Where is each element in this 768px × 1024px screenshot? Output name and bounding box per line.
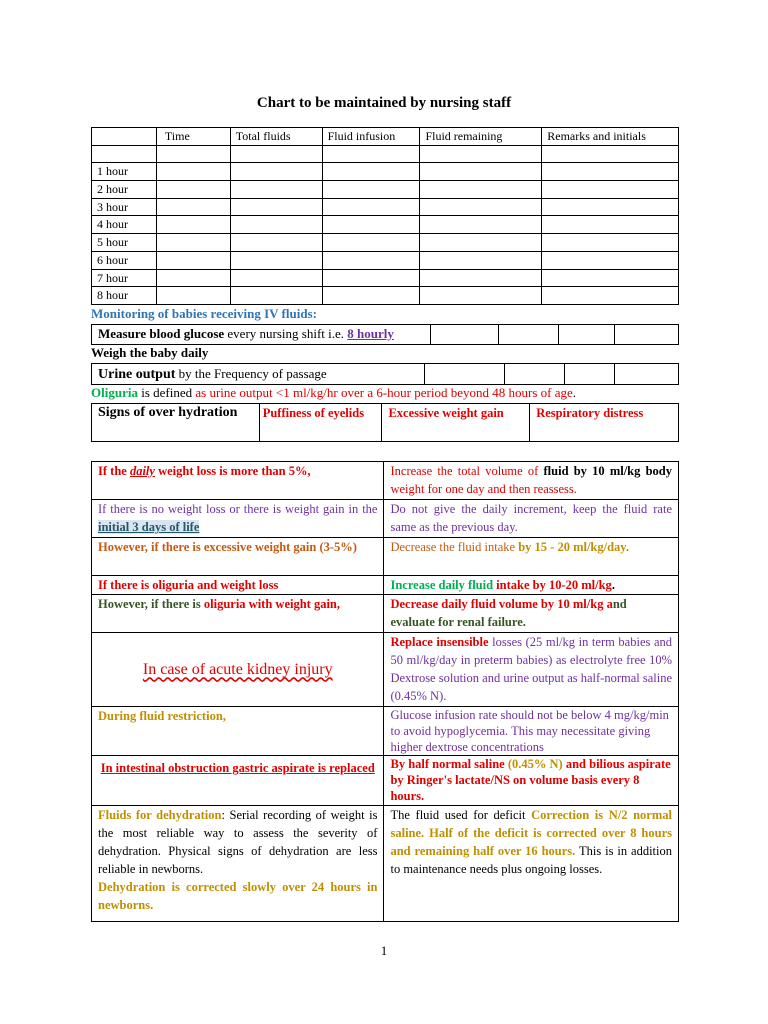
r1-right-c: weight for one day and then reassess. — [390, 482, 577, 496]
chart-row — [92, 234, 679, 252]
chart-header-row — [92, 128, 679, 146]
rule-row — [92, 806, 679, 922]
r1-right-b: fluid by 10 ml/kg body — [543, 464, 672, 478]
chart-row — [92, 216, 679, 234]
r1-left-a: If the — [98, 464, 130, 478]
page-title: Chart to be maintained by nursing staff — [256, 95, 512, 111]
glucose-bold: Measure blood glucose — [98, 326, 225, 341]
rule-condition — [92, 756, 384, 806]
eight-hourly-link: 8 hourly — [347, 326, 394, 341]
r1-left-b: daily — [129, 464, 155, 478]
aki-heading: In case of acute kidney injury — [142, 660, 333, 678]
rule-condition — [92, 806, 384, 922]
rule-row — [92, 633, 679, 707]
r2-left-a: If there is no weight loss or there is weight gain in the — [98, 502, 378, 516]
sign-respiratory: Respiratory distress — [530, 404, 679, 442]
r4-right-b: intake by 10-20 ml/kg — [493, 578, 612, 592]
chart-row-label: 5 hour — [92, 234, 157, 252]
chart-header-cell — [92, 128, 157, 146]
r4-right-a: Increase daily fluid — [390, 578, 494, 592]
sign-puffiness: Puffiness of eyelids — [259, 404, 382, 442]
rule-condition — [92, 500, 384, 538]
rule-condition — [92, 462, 384, 500]
chart-header-cell: Time — [156, 128, 230, 146]
chart-row — [92, 287, 679, 305]
rule-action — [384, 462, 679, 500]
r5-right-a: Decrease daily fluid volume by 10 ml/kg a — [390, 597, 613, 611]
management-table — [91, 461, 679, 922]
r8-left: In intestinal obstruction gastric aspirate is replaced — [100, 761, 375, 775]
r8-right-a: By half normal saline — [390, 757, 508, 771]
weigh-daily: Weigh the baby daily — [91, 345, 209, 360]
chart-row — [92, 163, 679, 181]
r9-right-c: This is in addition to maintenance needs plus ongoing losses. — [390, 844, 672, 876]
r5-left-b: oliguria with weight gain, — [203, 597, 341, 611]
chart-row — [92, 251, 679, 269]
r5-left-a: However, if there is — [98, 597, 204, 611]
rule-row — [92, 595, 679, 633]
rule-row — [92, 538, 679, 576]
glucose-text: every nursing shift i.e. — [224, 326, 348, 341]
r4-right-c: . — [611, 578, 615, 592]
chart-row-label: 3 hour — [92, 198, 157, 216]
chart-header-cell: Remarks and initials — [542, 128, 679, 146]
rule-row — [92, 707, 679, 756]
r9-left-c: Dehydration is corrected slowly over 24 hours in newborns. — [98, 880, 378, 912]
rule-action — [384, 595, 679, 633]
rule-condition: However, if there is excessive weight gain (3-5%) — [92, 538, 384, 576]
rule-action — [384, 633, 679, 707]
chart-row-label: 4 hour — [92, 216, 157, 234]
rule-row — [92, 500, 679, 538]
chart-header-cell: Total fluids — [230, 128, 322, 146]
chart-header-cell: Fluid infusion — [322, 128, 420, 146]
rule-action: Do not give the daily increment, keep the fluid rate same as the previous day. — [384, 500, 679, 538]
signs-label: Signs of over hydration — [92, 404, 260, 442]
r9-left-a: Fluids for dehydration — [98, 808, 222, 822]
rule-condition: If there is oliguria and weight loss — [92, 576, 384, 595]
rule-row — [92, 576, 679, 595]
oliguria-end: . — [572, 385, 576, 400]
chart-header-cell: Fluid remaining — [420, 128, 542, 146]
chart-row-label: 7 hour — [92, 269, 157, 287]
oliguria-is: is defined — [137, 385, 196, 400]
urine-bold: Urine output — [98, 367, 176, 382]
r9-left-b: : Serial recording of weight is the most reliable way to assess the severity of dehydration. Physical signs of dehydration are less reliable in newborns. — [98, 808, 378, 876]
rule-row — [92, 462, 679, 500]
glucose-cell — [92, 325, 431, 345]
urine-table — [91, 363, 679, 385]
rule-row — [92, 756, 679, 806]
r9-right-a: The fluid used for deficit — [390, 808, 532, 822]
rule-condition — [92, 633, 384, 707]
r1-left-c: weight loss is more than 5%, — [154, 464, 311, 478]
r9-right-b: Correction is N/2 normal saline. Half of the deficit is corrected over 8 hours and remaining half over 16 hours. — [390, 808, 672, 858]
urine-cell — [92, 364, 425, 385]
rule-action — [384, 806, 679, 922]
page-number: 1 — [380, 943, 388, 958]
nursing-chart-table — [91, 127, 679, 305]
chart-row-label: 8 hour — [92, 287, 157, 305]
chart-row — [92, 181, 679, 199]
rule-action — [384, 538, 679, 576]
r3-right-b: by 15 - 20 ml/kg/day. — [518, 540, 629, 554]
monitoring-heading: Monitoring of babies receiving IV fluids: — [91, 306, 317, 321]
r8-right-b: (0.45% N) — [507, 757, 563, 771]
chart-row — [92, 269, 679, 287]
r8-right-c: and bilious aspirate by Ringer's lactate/NS on volume basis every 8 hours. — [390, 757, 671, 803]
r2-left-b: initial 3 days of life — [98, 520, 200, 534]
rule-action — [384, 576, 679, 595]
rule-condition: During fluid restriction, — [92, 707, 384, 756]
glucose-table — [91, 324, 679, 345]
rule-action — [384, 756, 679, 806]
sign-weight-gain: Excessive weight gain — [382, 404, 530, 442]
oliguria-definition — [91, 385, 576, 401]
r3-right-a: Decrease the fluid intake — [390, 540, 519, 554]
chart-blank-row — [92, 145, 679, 163]
chart-row — [92, 198, 679, 216]
urine-text: by the Frequency of passage — [175, 366, 327, 381]
rule-condition — [92, 595, 384, 633]
oliguria-def: as urine output <1 ml/kg/hr over a 6-hour period beyond 48 hours of age — [195, 385, 573, 400]
chart-row-label: 2 hour — [92, 181, 157, 199]
r6-right-a: Replace insensible — [390, 635, 489, 649]
chart-row-label: 6 hour — [92, 251, 157, 269]
r6-right-b: losses (25 ml/kg in term babies and 50 ml/kg/day in preterm babies) as electrolyte free 10% Dextrose solution and urine output as half-normal saline (0.45% N). — [390, 635, 673, 703]
rule-action: Glucose infusion rate should not be below 4 mg/kg/min to avoid hypoglycemia. This may necessitate giving higher dextrose concentrations — [384, 707, 679, 756]
chart-row-label: 1 hour — [92, 163, 157, 181]
r1-right-a: Increase the total volume of — [390, 464, 544, 478]
overhydration-table — [91, 403, 679, 442]
oliguria-word: Oliguria — [91, 385, 138, 400]
r5-right-b: nd evaluate for renal failure. — [390, 597, 627, 629]
